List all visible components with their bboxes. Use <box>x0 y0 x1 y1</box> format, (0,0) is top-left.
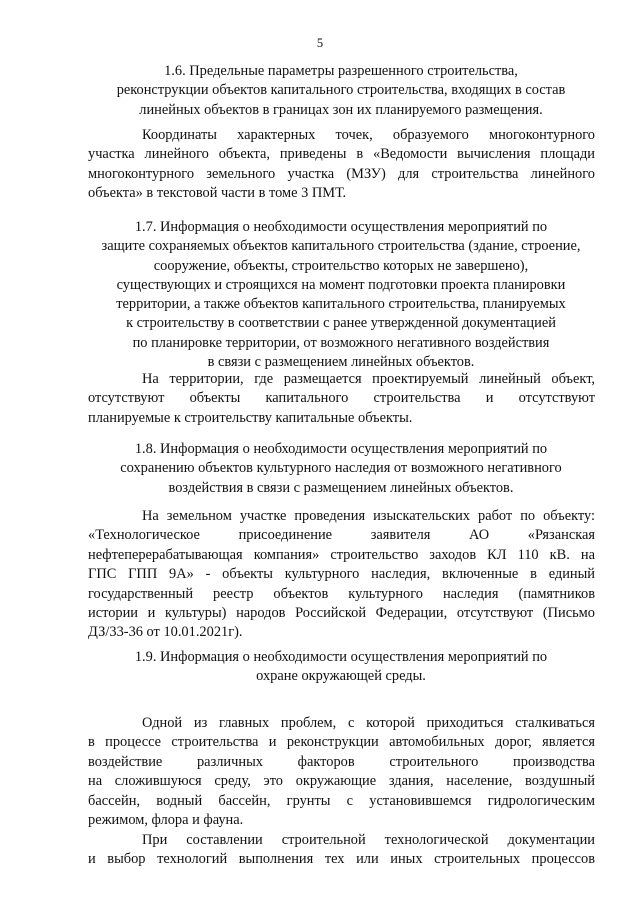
paragraph-line: многоконтурного земельного участка (МЗУ) для строительства линейного <box>88 165 595 182</box>
paragraph-line: воздействие различных факторов строительного производства <box>88 753 595 770</box>
section-1-7-heading <box>88 218 594 372</box>
section-1-8-paragraph <box>88 507 595 643</box>
heading-line: по планировке территории, от возможного негативного воздействия <box>132 334 550 351</box>
paragraph-line: в процессе строительства и реконструкции автомобильных дорог, является <box>88 734 595 751</box>
heading-line: охране окружающей среды. <box>256 668 426 685</box>
heading-line: существующих и строящихся на момент подготовки проекта планировки <box>116 276 566 293</box>
paragraph-line: На территории, где размещается проектируемый линейный объект, <box>142 371 595 387</box>
paragraph-line: государственный реестр объектов культурного наследия (памятников <box>88 585 595 602</box>
paragraph-line: ДЗ/33-36 от 10.01.2021г). <box>88 624 243 641</box>
paragraph-line: истории и культуры) народов Российской Федерации, отсутствуют (Письмо <box>88 605 595 622</box>
heading-line: сохранению объектов культурного наследия от возможного негативного <box>120 460 562 477</box>
paragraph-line: «Технологическое присоединение заявителя АО «Рязанская <box>88 527 595 544</box>
paragraph-line: режимом, флора и фауна. <box>88 812 244 829</box>
page-number: 5 <box>316 36 324 50</box>
heading-line: 1.8. Информация о необходимости осуществления мероприятий по <box>134 441 548 457</box>
heading-line: к строительству в соответствии с ранее утвержденной документацией <box>126 315 556 332</box>
heading-line: сооружение, объекты, строительство которых не завершено), <box>153 257 529 274</box>
paragraph-line: отсутствуют объекты капитального строительства и отсутствуют <box>88 390 595 407</box>
paragraph-line: ГПС ГПП 9А» - объекты культурного наследия, включенные в единый <box>88 566 595 583</box>
heading-line: воздействия в связи с размещением линейных объектов. <box>168 479 514 496</box>
heading-line: 1.6. Предельные параметры разрешенного строительства, <box>164 63 518 79</box>
heading-line: территории, а также объектов капитального строительства, планируемых <box>116 296 566 313</box>
paragraph-line: участка линейного объекта, приведены в «Ведомости вычисления площади <box>88 146 595 163</box>
paragraph-line: нефтеперерабатывающая компания» строительство заходов КЛ 110 кВ. на <box>88 546 595 563</box>
heading-line: линейных объектов в границах зон их планируемого размещения. <box>139 101 543 118</box>
paragraph-line: и выбор технологий выполнения тех или иных строительных процессов <box>88 851 595 868</box>
section-1-9-paragraph-1 <box>88 714 595 830</box>
paragraph-line: При составлении строительной технологической документации <box>142 832 595 848</box>
paragraph-line: на сложившуюся среду, это окружающие здания, население, воздушный <box>88 773 595 790</box>
paragraph-line: объекта» в текстовой части в томе 3 ПМТ. <box>88 185 347 202</box>
paragraph-line: На земельном участке проведения изыскательских работ по объекту: <box>142 508 595 524</box>
section-1-8-heading <box>88 440 594 498</box>
heading-line: в связи с размещением линейных объектов. <box>207 354 475 371</box>
heading-line: реконструкции объектов капитального строительства, входящих в состав <box>116 82 566 99</box>
heading-line: 1.9. Информация о необходимости осуществления мероприятий по <box>134 649 548 665</box>
heading-line: 1.7. Информация о необходимости осуществления мероприятий по <box>134 219 548 235</box>
heading-line: защите сохраняемых объектов капитального строительства (здание, строение, <box>101 238 581 255</box>
section-1-9-heading <box>88 648 594 687</box>
paragraph-line: Одной из главных проблем, с которой приходиться сталкиваться <box>142 715 595 731</box>
paragraph-line: бассейн, водный бассейн, грунты с установившемся гидрологическим <box>88 792 595 809</box>
paragraph-line: Координаты характерных точек, образуемого многоконтурного <box>142 127 595 143</box>
section-1-6-paragraph <box>88 126 595 204</box>
section-1-6-heading <box>88 62 594 120</box>
paragraph-line: планируемые к строительству капитальные объекты. <box>88 409 413 426</box>
section-1-9-paragraph-2 <box>88 831 595 870</box>
section-1-7-paragraph <box>88 370 595 428</box>
